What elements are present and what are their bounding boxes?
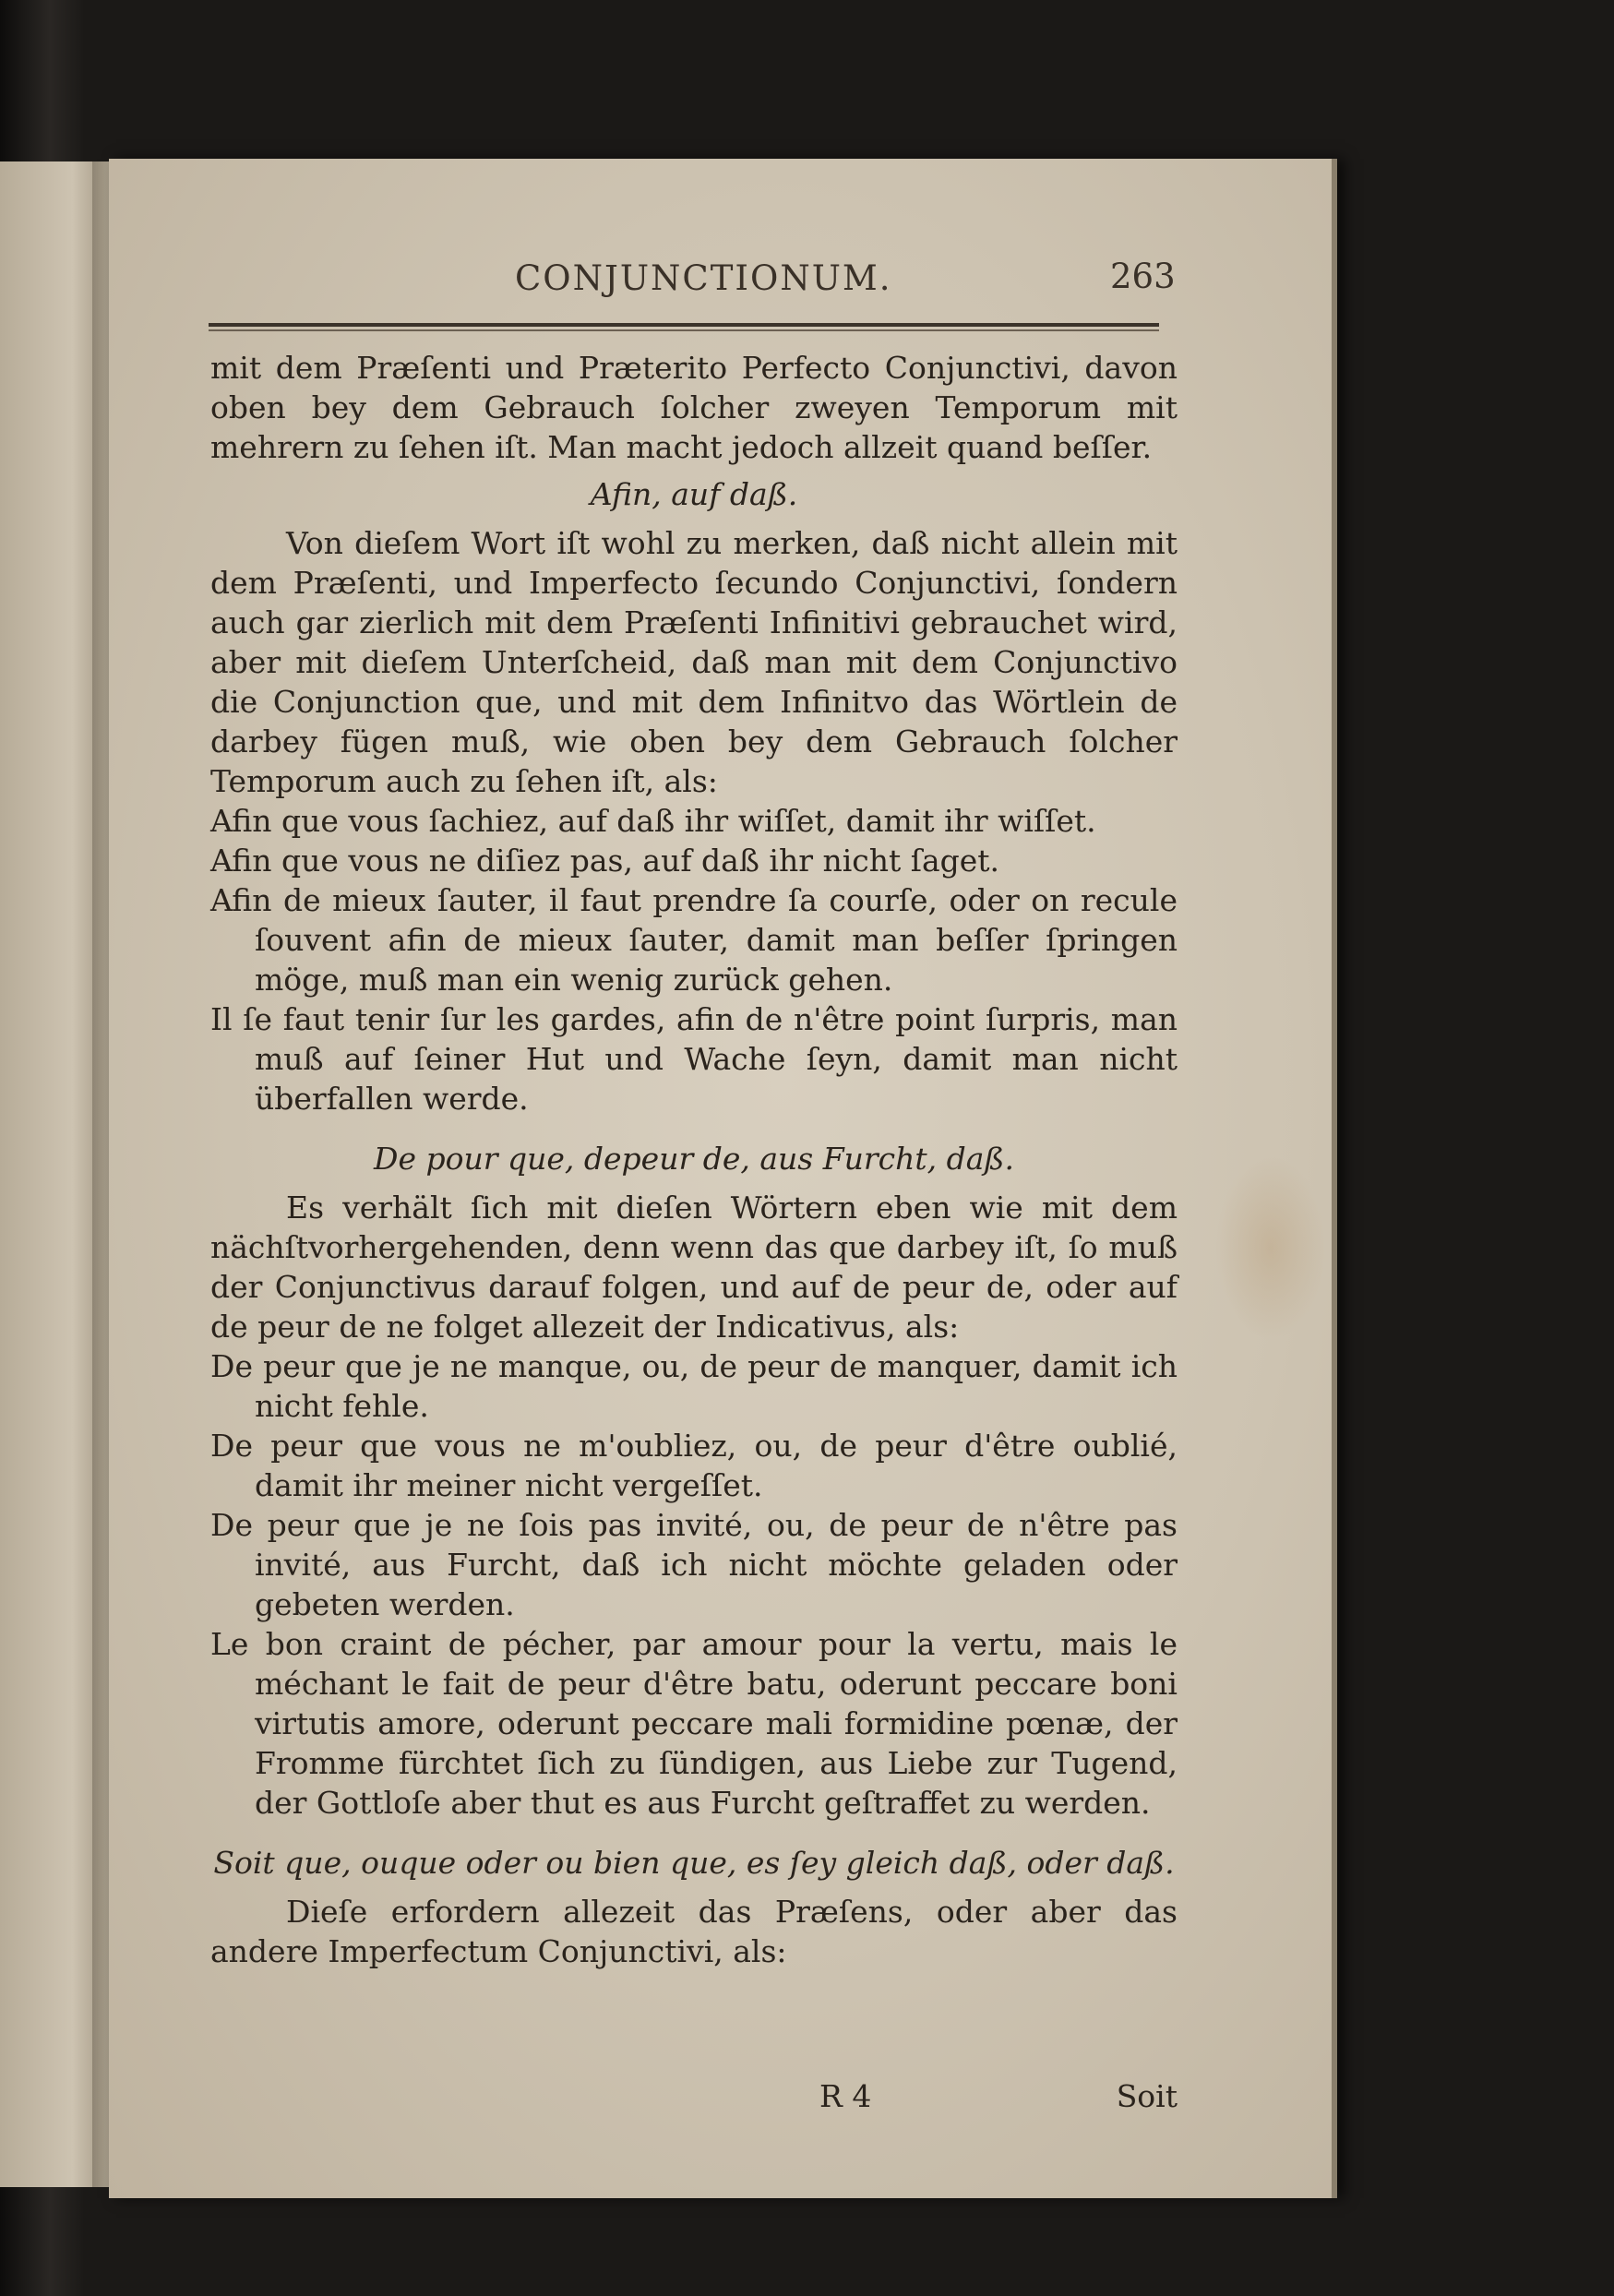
section-intro-soit-que: Dieſe erfordern allezeit das Præſens, oder aber das andere Imperfectum Conjunctivi, als: — [210, 1894, 1178, 1969]
body-text — [210, 348, 1178, 1971]
header-rule — [209, 323, 1159, 331]
example-line: De peur que je ne manque, ou, de peur de manquer, damit ich nicht fehle. — [210, 1348, 1178, 1424]
book-page — [109, 159, 1337, 2198]
example-line: Afin que vous ſachiez, auf daß ihr wiſſet, damit ihr wiſſet. — [210, 803, 1096, 839]
left-page-edge — [0, 161, 103, 2187]
section-heading-afin: Afin, auf daß. — [590, 476, 798, 512]
page-footer — [210, 2078, 1178, 2124]
section-intro-afin: Von dieſem Wort iſt wohl zu merken, daß nicht allein mit dem Præſenti, und Imperfecto ſecundo Conjunctivi, ſondern auch gar zierlich mit dem Præſenti Infinitivi gebrauchet wird, aber mit dieſem Unterſcheid, daß man mit dem Conjunctivo die Conjunction que, und mit dem Infinitvo das Wörtlein de darbey fügen muß, wie oben bey dem Gebrauch ſolcher Temporum auch zu ſehen iſt, als: — [210, 525, 1178, 799]
example-line: De peur que je ne ſois pas invité, ou, de peur de n'être pas invité, aus Furcht, daß ich nicht möchte geladen oder gebeten werden. — [210, 1507, 1178, 1622]
signature-mark: R 4 — [819, 2078, 872, 2114]
paper-stain — [1215, 1155, 1326, 1340]
running-head: CONJUNCTIONUM. — [515, 258, 892, 298]
section-intro-de-peur: Es verhält ſich mit dieſen Wörtern eben wie mit dem nächſtvorhergehenden, denn wenn das que darbey iſt, ſo muß der Conjunctivus darauf folgen, und auf de peur de, oder auf de peur de ne folget allezeit der Indicativus, als: — [210, 1190, 1178, 1345]
example-line: Il ſe faut tenir ſur les gardes, afin de n'être point ſurpris, man muß auf ſeiner Hut und Wache ſeyn, damit man nicht überfallen werde. — [210, 1001, 1178, 1117]
example-line: Afin que vous ne diſiez pas, auf daß ihr nicht ſaget. — [210, 843, 1000, 879]
section-heading-de-peur: De pour que, depeur de, aus Furcht, daß. — [374, 1141, 1014, 1177]
catchword: Soit — [1116, 2078, 1178, 2114]
example-line: Le bon craint de pécher, par amour pour la vertu, mais le méchant le fait de peur d'être batu, oderunt peccare boni virtutis amore, oderunt peccare mali formidine pœnæ, der Fromme fürchtet ſich zu ſündigen, aus Liebe zur Tugend, der Gottloſe aber thut es aus Furcht geſtraffet zu werden. — [210, 1626, 1178, 1821]
example-line: De peur que vous ne m'oubliez, ou, de peur d'être oublié, damit ihr meiner nicht vergeſſet. — [210, 1428, 1178, 1503]
page-number: 263 — [1110, 257, 1176, 296]
example-line: Afin de mieux ſauter, il faut prendre ſa courſe, oder on recule ſouvent afin de mieux ſauter, damit man beſſer ſpringen möge, muß man ein wenig zurück gehen. — [210, 882, 1178, 998]
continuation-paragraph: mit dem Præſenti und Præterito Perfecto Conjunctivi, davon oben bey dem Gebrauch ſolcher zweyen Temporum mit mehrern zu ſehen iſt. Man macht jedoch allzeit quand beſſer. — [210, 350, 1178, 465]
section-heading-soit-que: Soit que, ouque oder ou bien que, es ſey gleich daß, oder daß. — [213, 1845, 1175, 1881]
